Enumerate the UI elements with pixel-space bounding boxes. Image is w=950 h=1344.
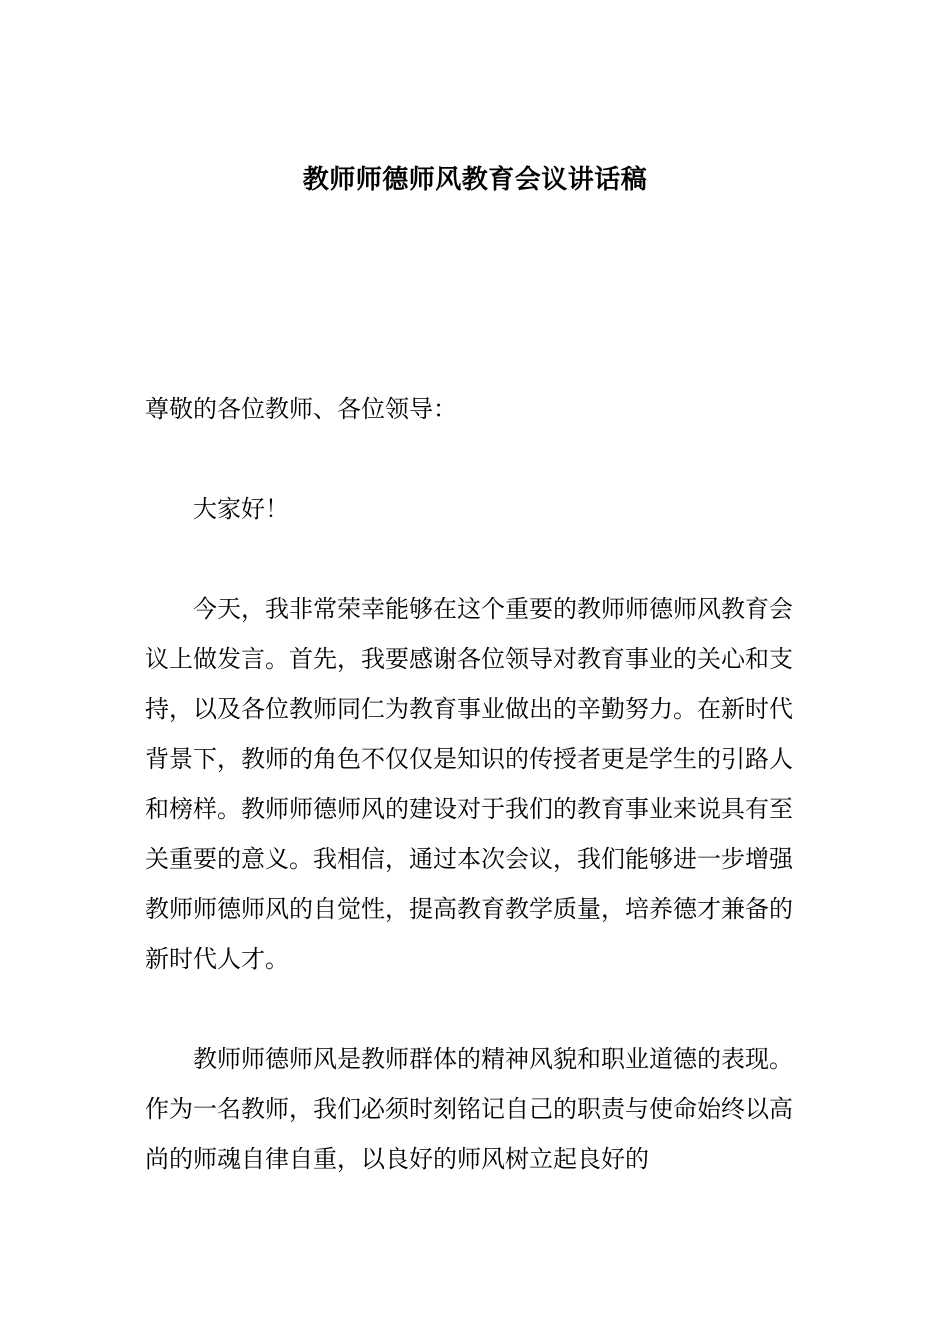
- greeting-line: 大家好！: [193, 495, 289, 523]
- paragraph-2: 教师师德师风是教师群体的精神风貌和职业道德的表现。作为一名教师，我们必须时刻铭记自己的职责与使命始终以高尚的师魂自律自重，以良好的师风树立起良好的: [145, 1045, 793, 1173]
- paragraph-1: 今天，我非常荣幸能够在这个重要的教师师德师风教育会议上做发言。首先，我要感谢各位领导对教育事业的关心和支持，以及各位教师同仁为教育事业做出的辛勤努力。在新时代背景下，教师的角色不仅仅是知识的传授者更是学生的引路人和榜样。教师师德师风的建设对于我们的教育事业来说具有至关重要的意义。我相信，通过本次会议，我们能够进一步增强教师师德师风的自觉性，提高教育教学质量，培养德才兼备的新时代人才。: [145, 595, 793, 973]
- document-title: 教师师德师风教育会议讲话稿: [302, 165, 648, 195]
- salutation: 尊敬的各位教师、各位领导：: [145, 395, 457, 423]
